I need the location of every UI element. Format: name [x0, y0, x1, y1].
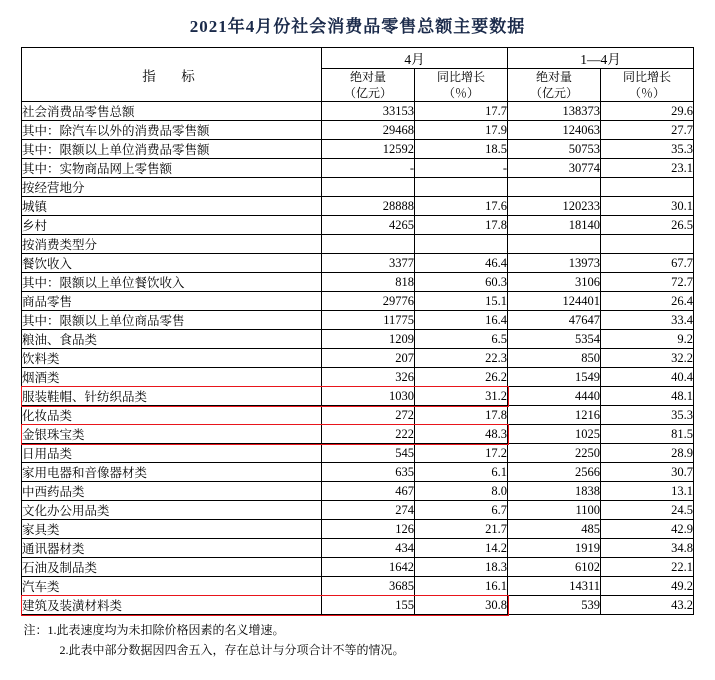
row-label: 社会消费品零售总额 [22, 102, 322, 121]
row-cumulative-absolute: 1100 [508, 501, 601, 520]
row-label: 按消费类型分 [22, 235, 322, 254]
table-row [22, 539, 694, 558]
table-row [22, 102, 694, 121]
row-month-absolute: 545 [322, 444, 415, 463]
row-cumulative-growth: 30.1 [601, 197, 694, 216]
row-cumulative-growth: 43.2 [601, 596, 694, 615]
month-growth-line1: 同比增长 [436, 70, 485, 84]
row-cumulative-absolute: 6102 [508, 558, 601, 577]
column-header-month-absolute [322, 69, 415, 102]
row-label: 中西药品类 [22, 482, 322, 501]
table-row [22, 558, 694, 577]
row-month-growth: 21.7 [415, 520, 508, 539]
row-month-absolute: 222 [322, 425, 415, 444]
row-month-growth: 26.2 [415, 368, 508, 387]
row-cumulative-growth [601, 235, 694, 254]
table-row [22, 121, 694, 140]
table-row [22, 235, 694, 254]
row-cumulative-absolute: 1838 [508, 482, 601, 501]
row-cumulative-growth: 34.8 [601, 539, 694, 558]
row-label: 金银珠宝类 [22, 425, 322, 444]
row-month-growth: 6.5 [415, 330, 508, 349]
row-month-growth: 46.4 [415, 254, 508, 273]
column-header-indicator: 指 标 [22, 48, 322, 102]
row-month-absolute [322, 178, 415, 197]
row-label: 石油及制品类 [22, 558, 322, 577]
column-header-month: 4月 [322, 48, 508, 69]
row-cumulative-absolute [508, 178, 601, 197]
row-cumulative-growth: 40.4 [601, 368, 694, 387]
row-month-absolute: 635 [322, 463, 415, 482]
row-cumulative-absolute: 50753 [508, 140, 601, 159]
table-row [22, 596, 694, 615]
row-cumulative-growth: 28.9 [601, 444, 694, 463]
cumulative-growth-line2: （％） [628, 86, 665, 101]
row-label: 建筑及装潢材料类 [22, 596, 322, 615]
row-label: 烟酒类 [22, 368, 322, 387]
row-cumulative-growth: 67.7 [601, 254, 694, 273]
row-month-growth: 17.8 [415, 216, 508, 235]
row-label: 餐饮收入 [22, 254, 322, 273]
note-1: 注：1.此表速度均为未扣除价格因素的名义增速。 [23, 623, 285, 638]
row-label: 家用电器和音像器材类 [22, 463, 322, 482]
table-notes [22, 621, 694, 659]
row-month-absolute: 3377 [322, 254, 415, 273]
page-title: 2021年4月份社会消费品零售总额主要数据 [189, 17, 526, 36]
row-label: 其中：限额以上单位餐饮收入 [22, 273, 322, 292]
row-cumulative-absolute: 14311 [508, 577, 601, 596]
row-label: 化妆品类 [22, 406, 322, 425]
row-cumulative-absolute: 485 [508, 520, 601, 539]
row-month-absolute: 326 [322, 368, 415, 387]
row-label: 其中：限额以上单位消费品零售额 [22, 140, 322, 159]
cumulative-absolute-line1: 绝对量 [535, 70, 572, 84]
row-cumulative-absolute: 47647 [508, 311, 601, 330]
row-cumulative-growth: 9.2 [601, 330, 694, 349]
row-cumulative-growth: 30.7 [601, 463, 694, 482]
table-row [22, 159, 694, 178]
row-label: 其中：限额以上单位商品零售 [22, 311, 322, 330]
row-cumulative-growth: 13.1 [601, 482, 694, 501]
row-cumulative-growth: 26.4 [601, 292, 694, 311]
row-month-absolute: 467 [322, 482, 415, 501]
row-month-growth: 17.2 [415, 444, 508, 463]
row-cumulative-growth: 81.5 [601, 425, 694, 444]
row-month-growth: 6.7 [415, 501, 508, 520]
row-month-absolute: 4265 [322, 216, 415, 235]
row-cumulative-absolute: 1025 [508, 425, 601, 444]
row-month-absolute: 272 [322, 406, 415, 425]
row-cumulative-absolute: 5354 [508, 330, 601, 349]
row-cumulative-absolute: 4440 [508, 387, 601, 406]
note-2: 2.此表中部分数据因四舍五入，存在总计与分项合计不等的情况。 [59, 642, 405, 657]
row-label: 粮油、食品类 [22, 330, 322, 349]
table-row [22, 463, 694, 482]
row-month-absolute: 155 [322, 596, 415, 615]
row-month-absolute: 3685 [322, 577, 415, 596]
row-month-growth: 30.8 [415, 596, 508, 615]
row-label: 饮料类 [22, 349, 322, 368]
row-label: 商品零售 [22, 292, 322, 311]
row-cumulative-absolute: 539 [508, 596, 601, 615]
table-row [22, 254, 694, 273]
row-cumulative-growth: 48.1 [601, 387, 694, 406]
row-cumulative-growth: 22.1 [601, 558, 694, 577]
row-label: 其中：实物商品网上零售额 [22, 159, 322, 178]
row-cumulative-growth [601, 178, 694, 197]
row-month-absolute: 1642 [322, 558, 415, 577]
row-cumulative-growth: 49.2 [601, 577, 694, 596]
table-row [22, 273, 694, 292]
row-month-growth: 15.1 [415, 292, 508, 311]
row-cumulative-absolute: 138373 [508, 102, 601, 121]
row-month-growth: 16.1 [415, 577, 508, 596]
cumulative-growth-line1: 同比增长 [622, 70, 671, 84]
table-row [22, 330, 694, 349]
row-cumulative-growth: 26.5 [601, 216, 694, 235]
month-growth-line2: （％） [442, 86, 479, 101]
column-header-cumulative-growth [601, 69, 694, 102]
row-month-growth: 48.3 [415, 425, 508, 444]
row-cumulative-growth: 42.9 [601, 520, 694, 539]
table-row [22, 311, 694, 330]
row-cumulative-absolute: 124063 [508, 121, 601, 140]
row-label: 汽车类 [22, 577, 322, 596]
table-row [22, 577, 694, 596]
row-month-growth: 6.1 [415, 463, 508, 482]
row-month-absolute: 12592 [322, 140, 415, 159]
row-month-absolute [322, 235, 415, 254]
month-absolute-line2: （亿元） [343, 86, 392, 101]
row-cumulative-growth: 29.6 [601, 102, 694, 121]
table-row [22, 197, 694, 216]
row-month-growth: 17.6 [415, 197, 508, 216]
row-cumulative-absolute: 3106 [508, 273, 601, 292]
row-label: 乡村 [22, 216, 322, 235]
row-cumulative-growth: 35.3 [601, 406, 694, 425]
column-header-month-growth [415, 69, 508, 102]
row-month-growth: 17.7 [415, 102, 508, 121]
row-month-absolute: 434 [322, 539, 415, 558]
row-month-growth: 18.3 [415, 558, 508, 577]
table-row [22, 520, 694, 539]
row-cumulative-absolute: 1549 [508, 368, 601, 387]
row-month-growth: - [415, 159, 508, 178]
row-month-growth: 8.0 [415, 482, 508, 501]
row-month-absolute: 818 [322, 273, 415, 292]
row-cumulative-growth: 27.7 [601, 121, 694, 140]
row-month-absolute: 11775 [322, 311, 415, 330]
row-cumulative-growth: 33.4 [601, 311, 694, 330]
row-month-absolute: - [322, 159, 415, 178]
row-month-absolute: 28888 [322, 197, 415, 216]
table-row [22, 406, 694, 425]
row-month-absolute: 1030 [322, 387, 415, 406]
cumulative-absolute-line2: （亿元） [529, 86, 578, 101]
column-header-cumulative-absolute [508, 69, 601, 102]
row-month-absolute: 207 [322, 349, 415, 368]
row-cumulative-absolute: 1216 [508, 406, 601, 425]
row-month-absolute: 1209 [322, 330, 415, 349]
table-body [22, 102, 694, 615]
row-label: 服装鞋帽、针纺织品类 [22, 387, 322, 406]
row-label: 家具类 [22, 520, 322, 539]
row-cumulative-absolute: 13973 [508, 254, 601, 273]
row-cumulative-absolute: 120233 [508, 197, 601, 216]
row-cumulative-growth: 23.1 [601, 159, 694, 178]
row-month-growth: 31.2 [415, 387, 508, 406]
row-month-growth: 14.2 [415, 539, 508, 558]
table-row [22, 292, 694, 311]
row-cumulative-absolute: 2566 [508, 463, 601, 482]
table-row [22, 387, 694, 406]
row-month-growth [415, 178, 508, 197]
table-row [22, 501, 694, 520]
row-month-absolute: 29468 [322, 121, 415, 140]
row-month-growth: 60.3 [415, 273, 508, 292]
row-month-growth [415, 235, 508, 254]
table-row [22, 140, 694, 159]
row-label: 按经营地分 [22, 178, 322, 197]
retail-sales-table [21, 47, 694, 615]
row-month-absolute: 126 [322, 520, 415, 539]
table-row [22, 178, 694, 197]
row-month-growth: 17.9 [415, 121, 508, 140]
row-cumulative-absolute: 2250 [508, 444, 601, 463]
row-label: 通讯器材类 [22, 539, 322, 558]
row-label: 其中：除汽车以外的消费品零售额 [22, 121, 322, 140]
row-month-growth: 22.3 [415, 349, 508, 368]
row-cumulative-growth: 35.3 [601, 140, 694, 159]
row-month-absolute: 274 [322, 501, 415, 520]
row-month-absolute: 29776 [322, 292, 415, 311]
row-label: 城镇 [22, 197, 322, 216]
row-cumulative-growth: 72.7 [601, 273, 694, 292]
row-month-growth: 16.4 [415, 311, 508, 330]
column-header-cumulative: 1—4月 [508, 48, 694, 69]
table-row [22, 482, 694, 501]
row-label: 日用品类 [22, 444, 322, 463]
table-row [22, 425, 694, 444]
row-cumulative-absolute: 30774 [508, 159, 601, 178]
row-label: 文化办公用品类 [22, 501, 322, 520]
row-cumulative-absolute: 18140 [508, 216, 601, 235]
row-month-growth: 17.8 [415, 406, 508, 425]
table-header [22, 48, 694, 102]
row-cumulative-growth: 32.2 [601, 349, 694, 368]
table-row [22, 444, 694, 463]
row-cumulative-absolute: 1919 [508, 539, 601, 558]
row-month-growth: 18.5 [415, 140, 508, 159]
row-cumulative-absolute [508, 235, 601, 254]
table-row [22, 368, 694, 387]
month-absolute-line1: 绝对量 [349, 70, 386, 84]
row-month-absolute: 33153 [322, 102, 415, 121]
row-cumulative-absolute: 124401 [508, 292, 601, 311]
table-row [22, 216, 694, 235]
row-cumulative-absolute: 850 [508, 349, 601, 368]
row-cumulative-growth: 24.5 [601, 501, 694, 520]
table-row [22, 349, 694, 368]
